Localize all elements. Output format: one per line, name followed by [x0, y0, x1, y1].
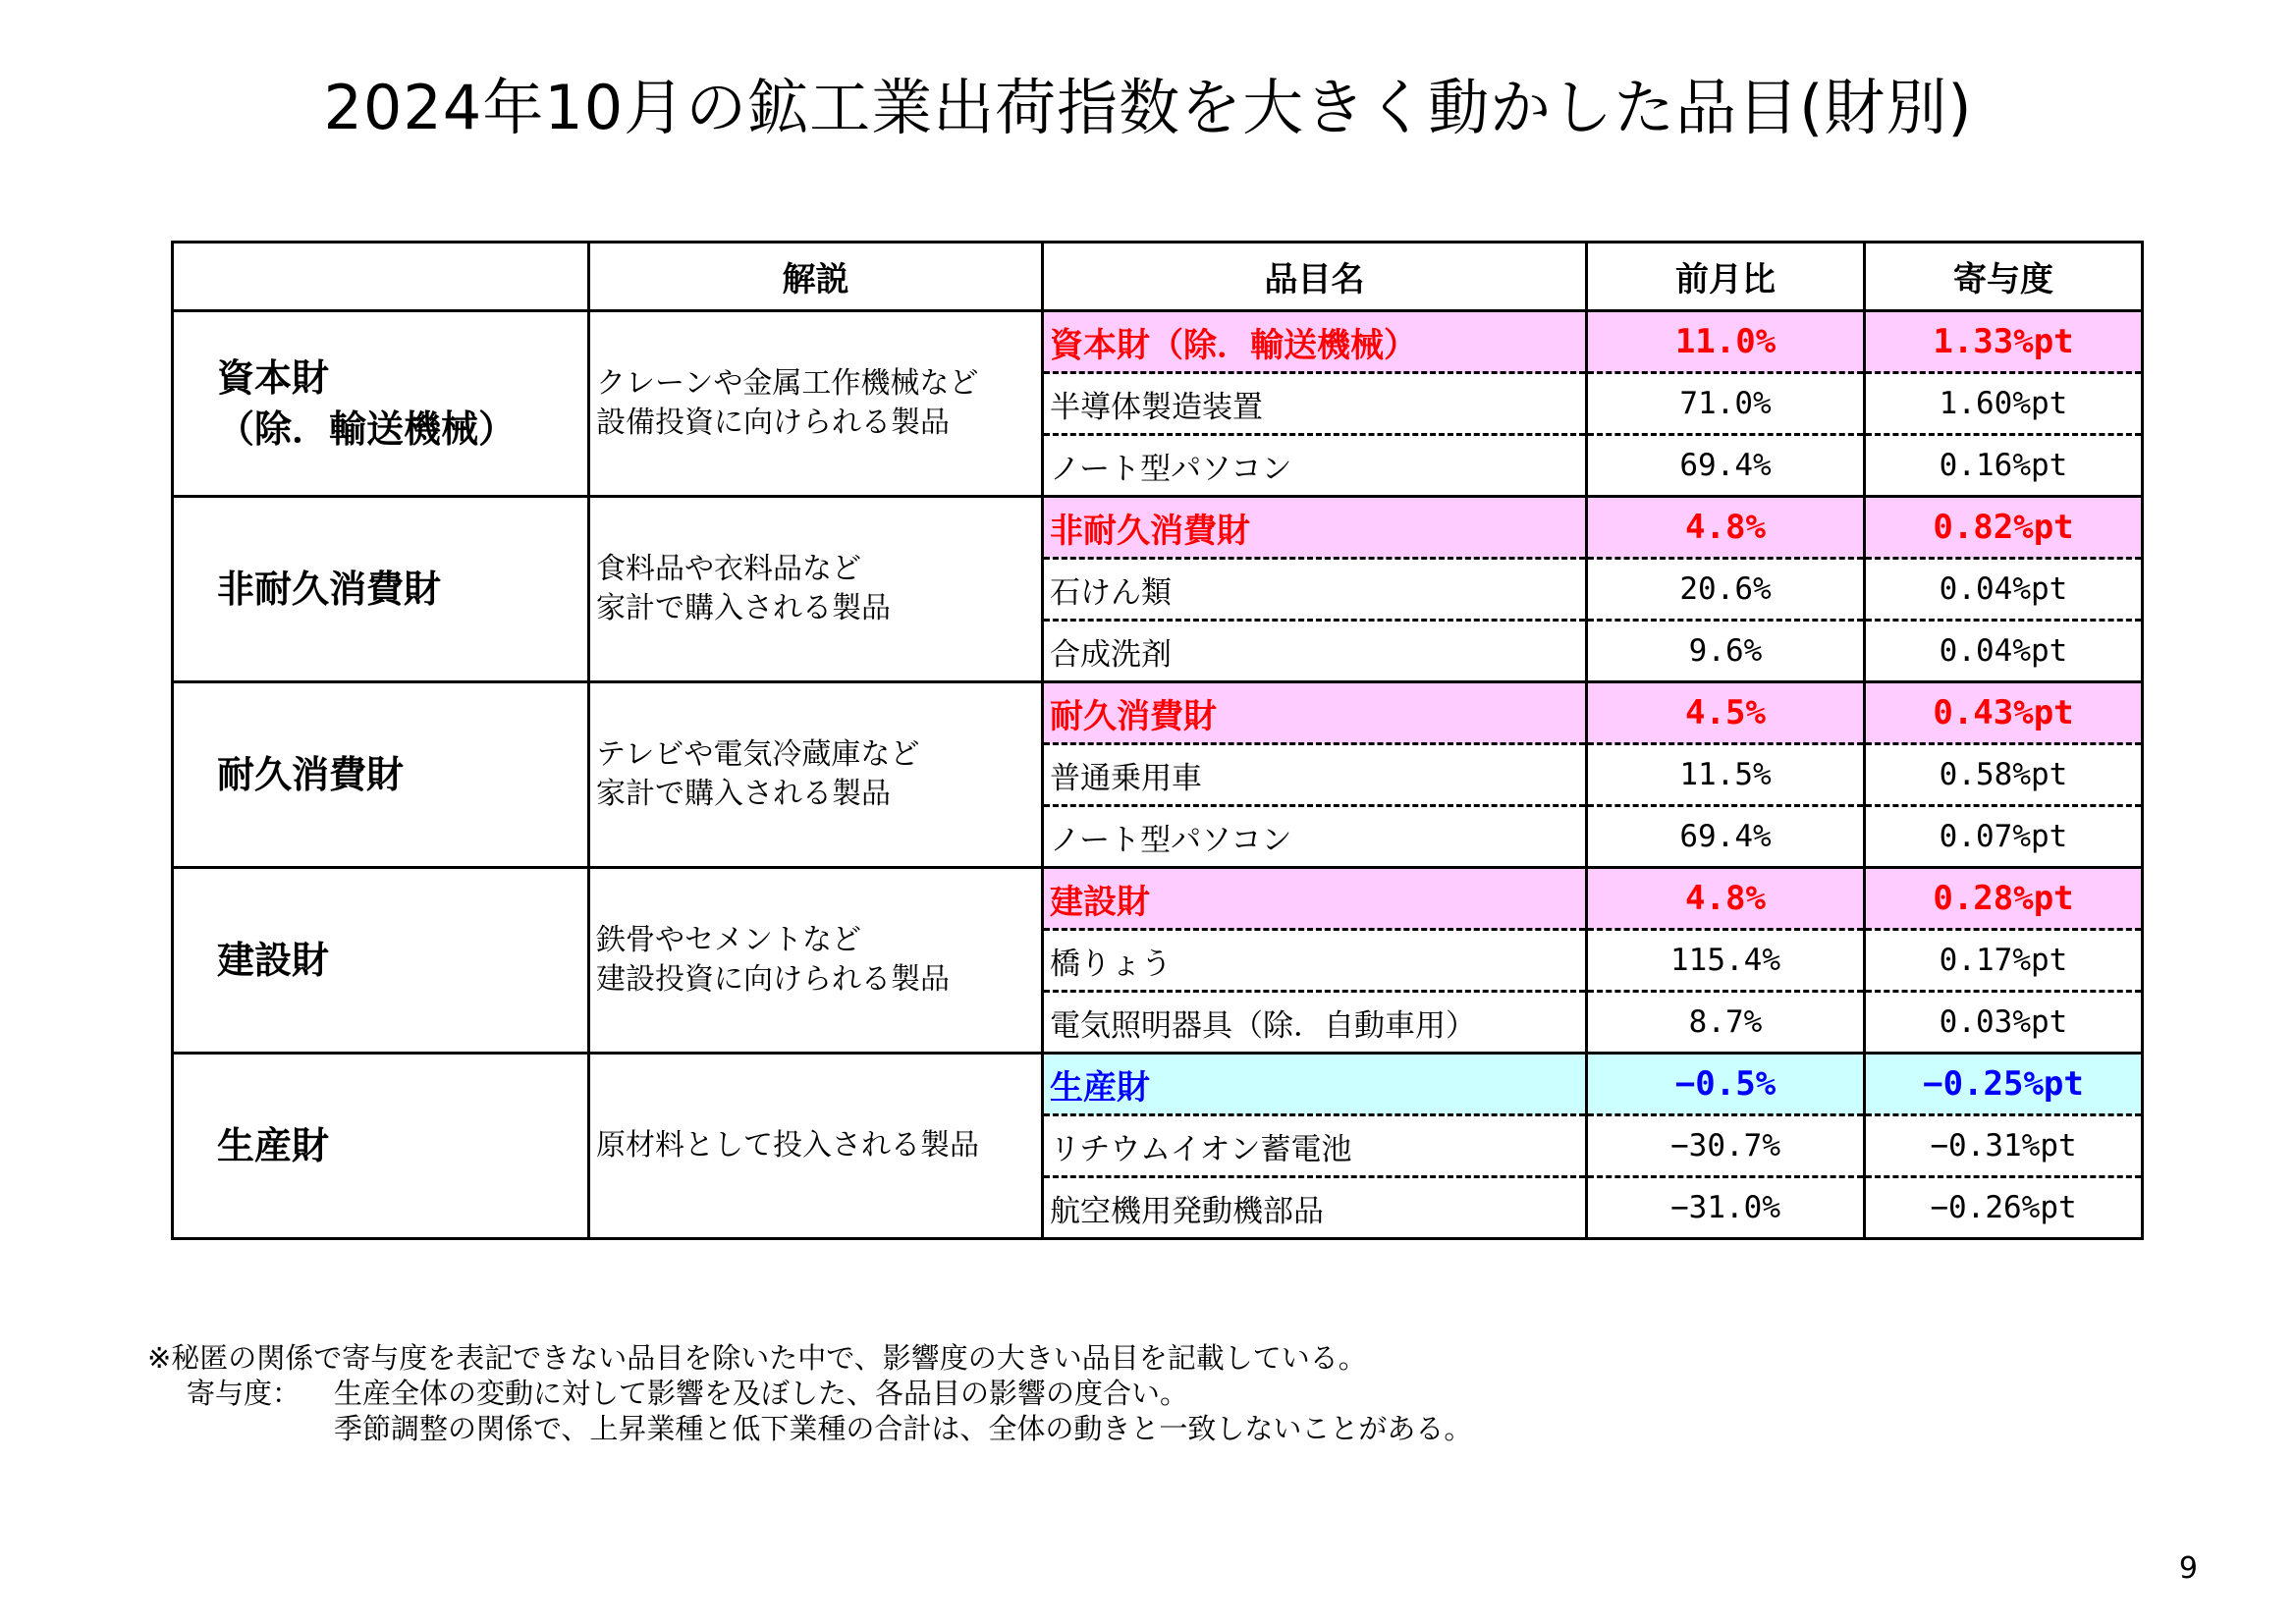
category-cell [173, 497, 589, 682]
item-name: 橋りょう [1043, 930, 1587, 992]
summary-contribution: 0.43%pt [1865, 682, 2143, 744]
description-line: 鉄骨やセメントなど [596, 923, 861, 957]
item-contribution: 0.03%pt [1865, 992, 2143, 1054]
item-mom: −30.7% [1587, 1115, 1865, 1177]
footnote-line: 季節調整の関係で、上昇業種と低下業種の合計は、全体の動きと一致しないことがある。 [334, 1412, 1473, 1445]
summary-mom: 4.8% [1587, 868, 1865, 930]
category-cell [173, 682, 589, 868]
item-mom: 9.6% [1587, 621, 1865, 682]
description-cell [589, 497, 1043, 682]
item-name: 合成洗剤 [1043, 621, 1587, 682]
item-contribution: 0.17%pt [1865, 930, 2143, 992]
summary-item: 耐久消費財 [1043, 682, 1587, 744]
item-name: 半導体製造装置 [1043, 373, 1587, 435]
summary-mom: −0.5% [1587, 1054, 1865, 1115]
item-mom: 8.7% [1587, 992, 1865, 1054]
summary-item: 建設財 [1043, 868, 1587, 930]
item-mom: 115.4% [1587, 930, 1865, 992]
header-contribution: 寄与度 [1865, 243, 2143, 311]
category-label: 非耐久消費財 [217, 568, 442, 611]
header-category [173, 243, 589, 311]
item-name: 航空機用発動機部品 [1043, 1177, 1587, 1239]
category-cell [173, 868, 589, 1054]
summary-item: 生産財 [1043, 1054, 1587, 1115]
item-contribution: 0.16%pt [1865, 435, 2143, 497]
item-contribution: 0.07%pt [1865, 806, 2143, 868]
summary-contribution: 1.33%pt [1865, 311, 2143, 373]
summary-mom: 11.0% [1587, 311, 1865, 373]
footnotes [147, 1340, 1472, 1446]
item-name: 石けん類 [1043, 559, 1587, 621]
summary-contribution: −0.25%pt [1865, 1054, 2143, 1115]
footnote-definition [147, 1376, 1472, 1411]
footnote-line: ※秘匿の関係で寄与度を表記できない品目を除いた中で、影響度の大きい品目を記載している。 [147, 1341, 1367, 1375]
description-cell [589, 868, 1043, 1054]
item-name: リチウムイオン蓄電池 [1043, 1115, 1587, 1177]
category-sublabel: （除．輸送機械） [217, 407, 517, 451]
item-mom: 69.4% [1587, 435, 1865, 497]
category-label: 建設財 [217, 939, 330, 982]
item-name: 電気照明器具（除．自動車用） [1043, 992, 1587, 1054]
item-name: ノート型パソコン [1043, 806, 1587, 868]
contribution-table [171, 241, 2144, 1240]
description-line: 建設投資に向けられる製品 [596, 962, 950, 997]
item-name: ノート型パソコン [1043, 435, 1587, 497]
description-line: 食料品や衣料品など [596, 552, 861, 586]
page-title: 2024年10月の鉱工業出荷指数を大きく動かした品目(財別) [323, 72, 1973, 143]
item-contribution: −0.26%pt [1865, 1177, 2143, 1239]
table-header-row [173, 243, 2143, 311]
footnote-label: 寄与度： [187, 1377, 301, 1410]
summary-mom: 4.8% [1587, 497, 1865, 559]
description-line: テレビや電気冷蔵庫など [596, 737, 920, 772]
table-row [173, 1054, 2143, 1115]
summary-mom: 4.5% [1587, 682, 1865, 744]
table-row [173, 868, 2143, 930]
table-row [173, 497, 2143, 559]
summary-contribution: 0.28%pt [1865, 868, 2143, 930]
header-description: 解説 [589, 243, 1043, 311]
header-item: 品目名 [1043, 243, 1587, 311]
item-contribution: 0.04%pt [1865, 559, 2143, 621]
item-contribution: 0.58%pt [1865, 744, 2143, 806]
item-name: 普通乗用車 [1043, 744, 1587, 806]
description-cell [589, 311, 1043, 497]
description-line: 設備投資に向けられる製品 [596, 406, 950, 440]
summary-item: 非耐久消費財 [1043, 497, 1587, 559]
category-cell [173, 311, 589, 497]
description-line: 原材料として投入される製品 [596, 1128, 979, 1163]
header-mom: 前月比 [1587, 243, 1865, 311]
item-mom: 11.5% [1587, 744, 1865, 806]
category-label: 生産財 [217, 1124, 330, 1167]
category-label: 耐久消費財 [217, 753, 405, 796]
category-label: 資本財 [217, 356, 330, 400]
description-line: 家計で購入される製品 [596, 777, 891, 811]
item-mom: −31.0% [1587, 1177, 1865, 1239]
summary-contribution: 0.82%pt [1865, 497, 2143, 559]
item-contribution: 1.60%pt [1865, 373, 2143, 435]
table-row [173, 311, 2143, 373]
description-cell [589, 682, 1043, 868]
summary-item: 資本財（除．輸送機械） [1043, 311, 1587, 373]
item-mom: 71.0% [1587, 373, 1865, 435]
description-line: クレーンや金属工作機械など [596, 366, 979, 401]
page-number: 9 [2178, 1551, 2198, 1586]
table-row [173, 682, 2143, 744]
item-contribution: 0.04%pt [1865, 621, 2143, 682]
item-mom: 20.6% [1587, 559, 1865, 621]
description-cell [589, 1054, 1043, 1239]
category-cell [173, 1054, 589, 1239]
item-mom: 69.4% [1587, 806, 1865, 868]
footnote-line: 生産全体の変動に対して影響を及ぼした、各品目の影響の度合い。 [334, 1377, 1189, 1410]
description-line: 家計で購入される製品 [596, 591, 891, 625]
item-contribution: −0.31%pt [1865, 1115, 2143, 1177]
